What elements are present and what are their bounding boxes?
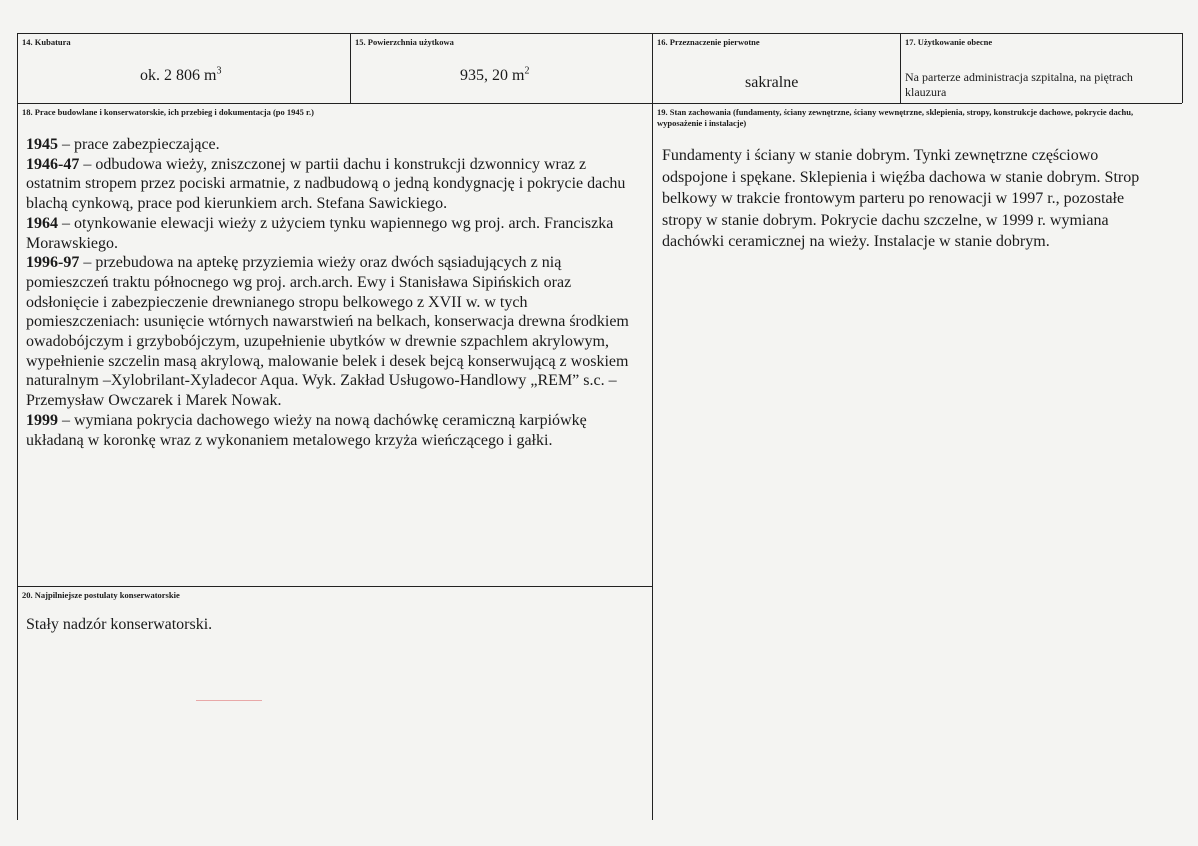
- powierzchnia-value: 935, 20 $m^2$: [460, 65, 530, 84]
- powierzchnia-label: 15. Powierzchnia użytkowa: [355, 37, 454, 47]
- header-row-rule: [17, 103, 1182, 104]
- kubatura-label: 14. Kubatura: [22, 37, 71, 47]
- prace-entry: 1999 – wymiana pokrycia dachowego wieży na nową dachówkę ceramiczną karpiówkę układaną w koronkę wraz z wykonaniem metalowego krzyża wieńczącego i gałki.: [26, 411, 587, 449]
- przeznaczenie-value: sakralne: [745, 74, 799, 91]
- postulaty-label: 20. Najpilniejsze postulaty konserwatorskie: [22, 590, 180, 600]
- prace-label: 18. Prace budowlane i konserwatorskie, ich przebieg i dokumentacja (po 1945 r.): [22, 107, 314, 117]
- kubatura-value: ok. 2 806 $m^3$: [140, 65, 222, 84]
- prace-entry: 1946-47 – odbudowa wieży, zniszczonej w partii dachu i konstrukcji dzwonnicy wraz z ostatnim stropem przez pociski armatnie, z nadbudową o jedną kondygnację i pokrycie dachu blachą cynkową, prace pod kierunkiem arch. Stefana Sawickiego.: [26, 155, 626, 213]
- prace-entry: 1945 – prace zabezpieczające.: [26, 136, 220, 153]
- stan-zachowania-label: 19. Stan zachowania (fundamenty, ściany zewnętrzne, ściany wewnętrzne, sklepienia, stropy, konstrukcje dachowe, pokrycie dachu, wyposażenie i instalacje): [657, 107, 1134, 128]
- section-20-rule: [17, 586, 652, 587]
- scan-mark: [196, 700, 262, 701]
- stan-zachowania-text: Fundamenty i ściany w stanie dobrym. Tynki zewnętrzne częściowo odspojone i spękane. Sklepienia i więźba dachowa w stanie dobrym. Strop belkowy w trakcie frontowym parteru po renowacji w 1997 r., pozostałe stropy w stanie dobrym. Pokrycie dachu szczelne, w 1999 r. wymiana dachówki ceramicznej na wieży. Instalacje w stanie dobrym.: [662, 147, 1140, 250]
- col-divider-3: [900, 33, 901, 103]
- col-divider-1: [350, 33, 351, 103]
- przeznaczenie-label: 16. Przeznaczenie pierwotne: [657, 37, 760, 47]
- right-border: [1182, 33, 1183, 103]
- postulaty-text: Stały nadzór konserwatorski.: [26, 616, 213, 633]
- left-border: [17, 33, 18, 820]
- uzytkowanie-value: Na parterze administracja szpitalna, na piętrach klauzura: [905, 70, 1133, 99]
- uzytkowanie-label: 17. Użytkowanie obecne: [905, 37, 993, 47]
- prace-list: [26, 135, 636, 450]
- prace-entry: 1996-97 – przebudowa na aptekę przyziemia wieży oraz dwóch sąsiadujących z nią pomieszczeń traktu północnego wg proj. arch.arch. Ewy i Stanisława Sipińskich oraz odsłonięcie i zabezpieczenie drewnianego stropu belkowego z XVII w. w tych pomieszczeniach: usunięcie wtórnych nawarstwień na belkach, konserwacja drewna środkiem owadobójczym i grzybobójczym, uzupełnienie ubytków w drewnie szpachlem akrylowym, wypełnienie szczelin masą akrylową, malowanie belek i desek bejcą konserwującą z woskiem naturalnym –Xylobrilant-Xyladecor Aqua. Wyk. Zakład Usługowo-Handlowy „REM” s.c. – Przemysław Owczarek i Marek Nowak.: [26, 254, 629, 410]
- col-divider-main: [652, 33, 653, 820]
- top-rule: [17, 33, 1182, 34]
- prace-entry: 1964 – otynkowanie elewacji wieży z użyciem tynku wapiennego wg proj. arch. Franciszka Morawskiego.: [26, 214, 614, 252]
